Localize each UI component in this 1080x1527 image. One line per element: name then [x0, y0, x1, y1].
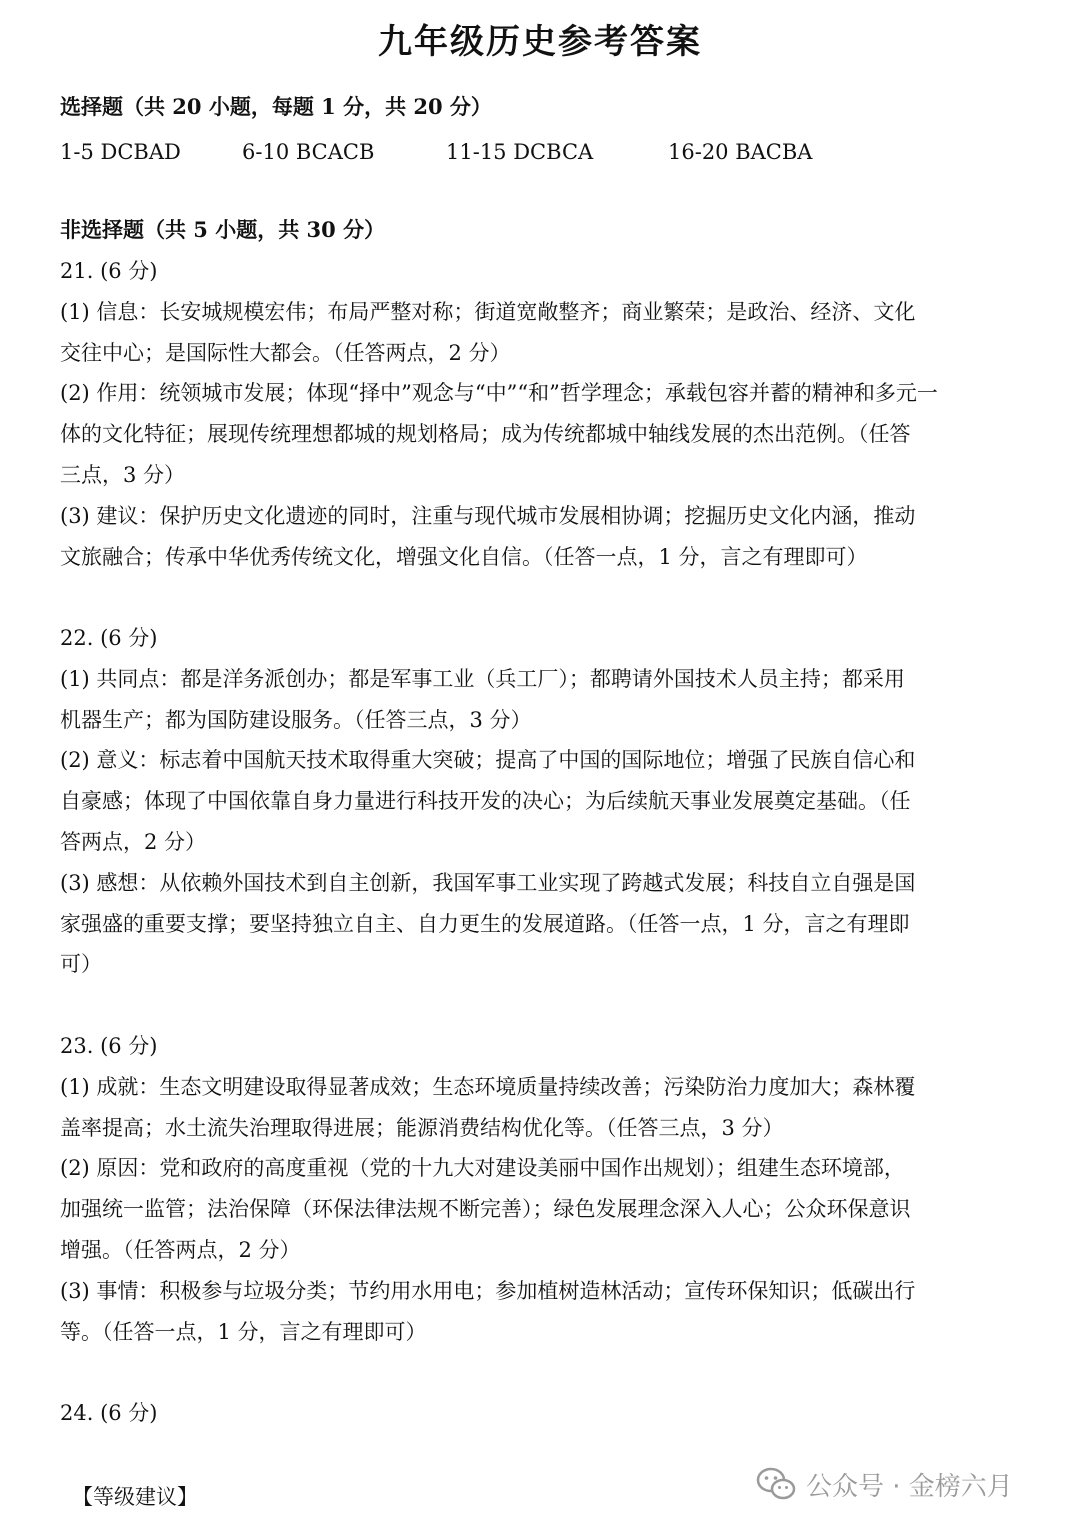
answer-group-6-10: 6-10 BCACB [242, 140, 375, 164]
q21-text-line: 三点，3 分） [60, 463, 186, 487]
q22-text-line: (2) 意义：标志着中国航天技术取得重大突破；提高了中国的国际地位；增强了民族自信心和 [60, 748, 916, 772]
page-title: 九年级历史参考答案 [378, 22, 702, 62]
answer-group-1-5: 1-5 DCBAD [60, 140, 181, 164]
q23-heading: 23. (6 分) [60, 1034, 158, 1058]
q22-text-line: 可） [60, 952, 102, 976]
q21-text-line: 体的文化特征；展现传统理想都城的规划格局；成为传统都城中轴线发展的杰出范例。（任答 [60, 422, 911, 446]
q22-text-line: 答两点，2 分） [60, 830, 207, 854]
q22-text-line: 机器生产；都为国防建设服务。（任答三点，3 分） [60, 708, 532, 732]
q21-text-line: 交往中心；是国际性大都会。（任答两点，2 分） [60, 341, 511, 365]
grade-suggestion-label: 【等级建议】 [72, 1485, 198, 1509]
q21-heading: 21. (6 分) [60, 259, 158, 283]
q22-text-line: 家强盛的重要支撑；要坚持独立自主、自力更生的发展道路。（任答一点，1 分，言之有理即 [60, 912, 910, 936]
q22-text-line: (3) 感想：从依赖外国技术到自主创新，我国军事工业实现了跨越式发展；科技自立自强是国 [60, 871, 916, 895]
q23-text-line: (3) 事情：积极参与垃圾分类；节约用水用电；参加植树造林活动；宣传环保知识；低碳出行 [60, 1279, 916, 1303]
q23-text-line: 加强统一监管；法治保障（环保法律法规不断完善）；绿色发展理念深入人心；公众环保意识 [60, 1197, 911, 1221]
q21-text-line: 文旅融合；传承中华优秀传统文化，增强文化自信。（任答一点，1 分，言之有理即可） [60, 545, 868, 569]
answer-group-16-20: 16-20 BACBA [668, 140, 813, 164]
q23-text-line: (1) 成就：生态文明建设取得显著成效；生态环境质量持续改善；污染防治力度加大；森林覆 [60, 1075, 916, 1099]
q22-text-line: 自豪感；体现了中国依靠自身力量进行科技开发的决心；为后续航天事业发展奠定基础。（任 [60, 789, 911, 813]
q23-text-line: 等。（任答一点，1 分，言之有理即可） [60, 1320, 427, 1344]
q22-text-line: (1) 共同点：都是洋务派创办；都是军事工业（兵工厂）；都聘请外国技术人员主持；都采用 [60, 667, 905, 691]
q23-text-line: 盖率提高；水土流失治理取得进展；能源消费结构优化等。（任答三点，3 分） [60, 1116, 784, 1140]
section-multiple-choice-heading: 选择题（共 20 小题，每题 1 分，共 20 分） [60, 94, 492, 119]
q22-heading: 22. (6 分) [60, 626, 158, 650]
q21-text-line: (3) 建议：保护历史文化遗迹的同时，注重与现代城市发展相协调；挖掘历史文化内涵，推动 [60, 504, 916, 528]
q21-text-line: (2) 作用：统领城市发展；体现“择中”观念与“中”“和”哲学理念；承载包容并蓄的精神和多元一 [60, 381, 938, 405]
q23-text-line: 增强。（任答两点，2 分） [60, 1238, 301, 1262]
q24-heading: 24. (6 分) [60, 1401, 158, 1425]
watermark [756, 1462, 1013, 1506]
q21-text-line: (1) 信息：长安城规模宏伟；布局严整对称；街道宽敞整齐；商业繁荣；是政治、经济、文化 [60, 300, 916, 324]
wechat-icon [756, 1467, 796, 1501]
watermark-text: 公众号 · 金榜六月 [806, 1471, 1013, 1502]
section-non-choice-heading: 非选择题（共 5 小题，共 30 分） [60, 217, 386, 242]
q23-text-line: (2) 原因：党和政府的高度重视（党的十九大对建设美丽中国作出规划）；组建生态环境部， [60, 1156, 905, 1180]
answer-group-11-15: 11-15 DCBCA [446, 140, 594, 164]
